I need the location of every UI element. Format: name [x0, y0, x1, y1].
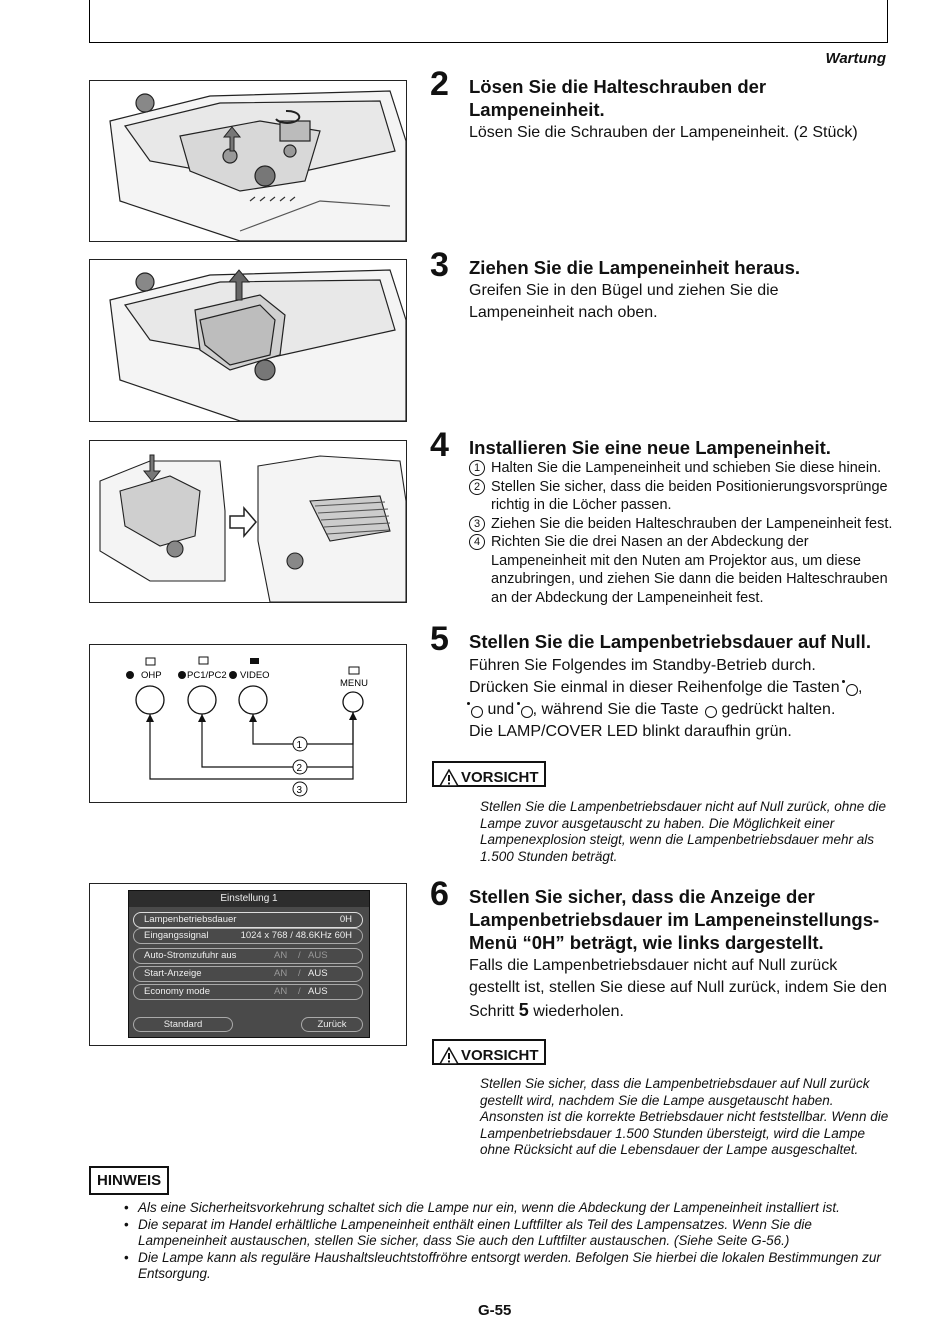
- step-title: Installieren Sie eine neue Lampeneinheit.: [469, 437, 831, 458]
- step-title: Ziehen Sie die Lampeneinheit heraus.: [469, 257, 801, 278]
- key-label-pc: PC1/PC2: [187, 670, 227, 681]
- header-box: [89, 0, 888, 43]
- caution-badge: VORSICHT: [432, 761, 546, 787]
- seq-1: 1: [296, 740, 303, 751]
- step-number: 6: [430, 875, 449, 913]
- section-title: Wartung: [825, 50, 886, 67]
- step-body: Falls die Lampenbetriebsdauer nicht auf Null zurück gestellt ist, stellen Sie diese auf Null zurück, indem Sie den Schritt 5 wiederholen.: [469, 957, 887, 1020]
- menu-key[interactable]: [343, 692, 363, 712]
- step-title: Stellen Sie die Lampenbetriebsdauer auf Null.: [469, 631, 871, 652]
- figure-key-sequence: [89, 644, 407, 803]
- pc-led: [178, 671, 186, 679]
- figure-install-lamp: [89, 440, 407, 603]
- step-number: 5: [430, 620, 449, 658]
- ohp-led: [126, 671, 134, 679]
- menu-row-auto-power-off[interactable]: Auto-Stromzufuhr aus AN / AUS: [133, 948, 363, 964]
- menu-row-lamp-hours[interactable]: Lampenbetriebsdauer 0H: [133, 912, 363, 928]
- key-label-video: VIDEO: [240, 670, 270, 681]
- menu-row-start-display[interactable]: Start-Anzeige AN / AUS: [133, 966, 363, 982]
- list-item: • Die Lampe kann als reguläre Haushaltsleuchtstoffröhre entsorgt werden. Befolgen Sie hierbei die lokalen Bestimmungen zur Entsorgung.: [124, 1249, 881, 1281]
- step-3: [430, 248, 900, 328]
- projector-illustration-1: [90, 81, 406, 241]
- list-item: • Die separat im Handel erhältliche Lampeneinheit enthält einen Luftfilter als Teil des Lampensatzes. Wenn Sie die Lampeneinheit austauschen, stellen Sie sicher, dass Sie auch den Luftfilter austauschen. (Siehe Seite G-56.): [124, 1216, 812, 1248]
- projector-illustration-2: [90, 260, 406, 421]
- list-item: • Als eine Sicherheitsvorkehrung schaltet sich die Lampe nur ein, wenn die Abdeckung der Lampeneinheit installiert ist.: [124, 1200, 840, 1215]
- key-label-ohp: OHP: [141, 670, 162, 681]
- figure-pull-out-lamp: [89, 259, 407, 422]
- warning-icon: [439, 1047, 459, 1065]
- standard-button[interactable]: Standard: [133, 1017, 233, 1032]
- hinweis-notes: [124, 1200, 884, 1283]
- hinweis-badge: HINWEIS: [89, 1166, 169, 1195]
- list-item: 3 Ziehen Sie die beiden Halteschrauben der Lampeneinheit fest.: [469, 515, 899, 534]
- pc-key-icon: [469, 700, 483, 718]
- step-title: Stellen Sie sicher, dass die Anzeige der Lampenbetriebsdauer im Lampeneinstellungs-Menü “0H” beträgt, wie links dargestellt.: [469, 886, 880, 953]
- video-key[interactable]: [239, 686, 267, 714]
- key-label-menu: MENU: [340, 678, 368, 689]
- projector-illustration-3: [90, 441, 406, 602]
- list-item: 1 Halten Sie die Lampeneinheit und schieben Sie diese hinein.: [469, 459, 899, 478]
- ohp-key[interactable]: [136, 686, 164, 714]
- caution-2: [432, 1039, 889, 1157]
- seq-3: 3: [296, 785, 303, 796]
- menu-icon: [349, 667, 359, 674]
- step-number: 3: [430, 246, 449, 284]
- step-body: Führen Sie Folgendes im Standby-Betrieb durch. Drücken Sie einmal in dieser Reihenfolge die Tasten , und , während Sie die Taste gedrückt halten. Die LAMP/COVER LED blinkt daraufhin grün.: [469, 657, 863, 740]
- figure-loosen-screws: [89, 80, 407, 242]
- figure-osd-menu: [89, 883, 407, 1046]
- caution-badge: VORSICHT: [432, 1039, 546, 1065]
- step-number: 4: [430, 426, 449, 464]
- list-item: 2 Stellen Sie sicher, dass die beiden Positionierungsvorsprünge richtig in die Löcher passen.: [469, 478, 899, 515]
- settings-menu: [128, 890, 370, 1038]
- step-2: [430, 67, 900, 147]
- list-item: 4 Richten Sie die drei Nasen an der Abdeckung der Lampeneinheit mit den Nuten am Projektor aus, um diese anzubringen, und ziehen Sie dann die beiden Halteschrauben an der Abdeckung der Lampeneinheit fest.: [469, 533, 899, 607]
- step-body: Lösen Sie die Schrauben der Lampeneinheit. (2 Stück): [469, 124, 858, 141]
- caution-text: Stellen Sie sicher, dass die Lampenbetriebsdauer auf Null zurück gestellt wird, nachdem Sie die Lampe ausgetauscht haben. Ansonsten ist die korrekte Betriebsdauer nicht feststellbar. Wenn die Lampenbetriebsdauer 1.500 Stunden übersteigt, wird die Lampe ohne Rücksicht auf die Lebensdauer der Lampe ausgeschaltet.: [480, 1076, 889, 1157]
- step-4: [430, 428, 900, 618]
- step-5: [430, 622, 900, 752]
- step-4-list: [469, 459, 899, 607]
- menu-row-economy-mode[interactable]: Economy mode AN / AUS: [133, 984, 363, 1000]
- step-number: 2: [430, 65, 449, 103]
- video-key-icon: [844, 678, 858, 696]
- video-led: [229, 671, 237, 679]
- video-icon: [250, 658, 259, 664]
- pc-icon: [199, 657, 208, 664]
- step-6: [430, 877, 900, 1027]
- step-body: Greifen Sie in den Bügel und ziehen Sie die Lampeneinheit nach oben.: [469, 282, 779, 321]
- ohp-key-icon: [519, 700, 533, 718]
- page-number: G-55: [478, 1302, 512, 1319]
- menu-title: Einstellung 1: [129, 891, 369, 907]
- caution-text: Stellen Sie die Lampenbetriebsdauer nicht auf Null zurück, ohne die Lampe zuvor ausgetauscht zu haben. Die Möglichkeit einer Lampenexplosion steigt, wenn die Lampenbetriebsdauer mehr als 1.500 Stunden beträgt.: [480, 799, 887, 864]
- pc-key[interactable]: [188, 686, 216, 714]
- step-title: Lösen Sie die Halteschrauben der Lampeneinheit.: [469, 76, 767, 120]
- seq-2: 2: [296, 763, 303, 774]
- ohp-icon: [146, 658, 155, 665]
- key-sequence-diagram: [90, 645, 406, 802]
- caution-1: [432, 761, 887, 864]
- back-button[interactable]: Zurück: [301, 1017, 363, 1032]
- menu-key-icon: [703, 700, 717, 718]
- menu-row-input-signal: Eingangssignal 1024 x 768 / 48.6KHz 60H: [133, 928, 363, 944]
- warning-icon: [439, 769, 459, 787]
